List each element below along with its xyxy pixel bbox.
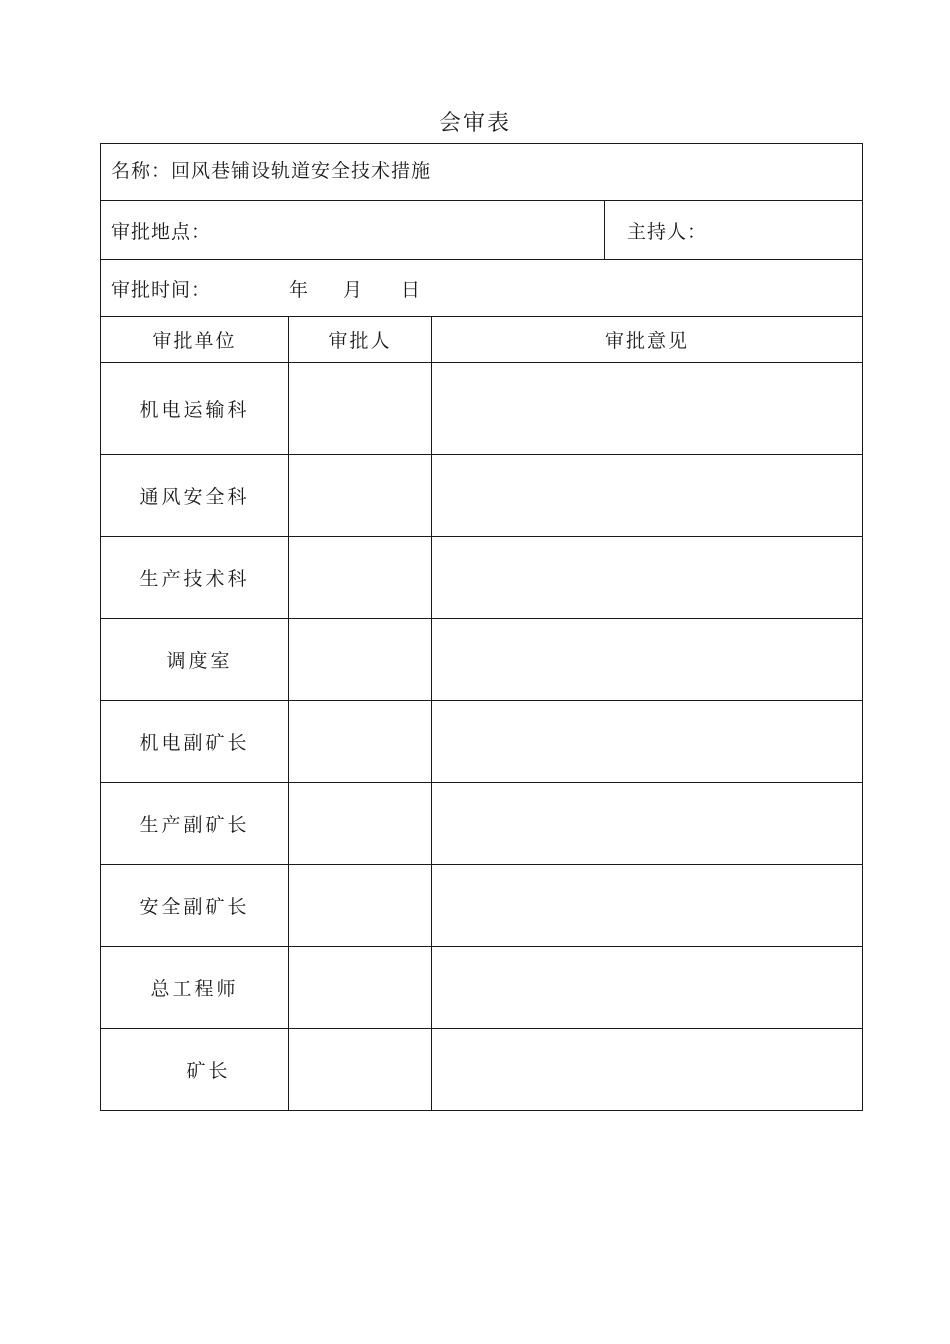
host-cell[interactable] [605,201,863,260]
host-label: 主持人： [627,220,708,243]
header-approver: 审批人 [289,317,432,363]
month-label: 月 [343,278,364,301]
header-unit: 审批单位 [101,317,289,363]
name-label: 名称： [111,160,172,182]
location-row [101,201,863,260]
time-cell[interactable] [101,260,863,317]
approver-cell[interactable] [289,1029,432,1111]
table-header-row [101,317,863,363]
unit-name: 矿长 [101,1029,289,1111]
opinion-cell[interactable] [432,619,863,701]
table-row [101,1029,863,1111]
unit-name: 生产技术科 [101,537,289,619]
name-cell [101,144,863,201]
unit-name: 生产副矿长 [101,783,289,865]
page-title: 会审表 [438,111,511,136]
unit-name: 总工程师 [101,947,289,1029]
opinion-cell[interactable] [432,701,863,783]
table-row [101,537,863,619]
day-label: 日 [401,278,422,301]
opinion-cell[interactable] [432,865,863,947]
table-row [101,947,863,1029]
location-label: 审批地点： [111,220,212,243]
unit-name: 安全副矿长 [101,865,289,947]
table-row [101,455,863,537]
opinion-cell[interactable] [432,783,863,865]
table-row [101,363,863,455]
table-row [101,619,863,701]
approver-cell[interactable] [289,865,432,947]
approver-cell[interactable] [289,619,432,701]
unit-name: 通风安全科 [101,455,289,537]
unit-name: 机电副矿长 [101,701,289,783]
time-label: 审批时间： [111,278,212,301]
opinion-cell[interactable] [432,455,863,537]
unit-name: 调度室 [101,619,289,701]
location-cell[interactable] [101,201,605,260]
unit-name: 机电运输科 [101,363,289,455]
approver-cell[interactable] [289,701,432,783]
table-row [101,865,863,947]
approver-cell[interactable] [289,537,432,619]
review-form-table [100,143,863,1111]
opinion-cell[interactable] [432,363,863,455]
opinion-cell[interactable] [432,947,863,1029]
name-value: 回风巷铺设轨道安全技术措施 [171,160,432,182]
approver-cell[interactable] [289,363,432,455]
name-row [101,144,863,201]
approver-cell[interactable] [289,783,432,865]
opinion-cell[interactable] [432,1029,863,1111]
header-opinion: 审批意见 [432,317,863,363]
approver-cell[interactable] [289,947,432,1029]
approver-cell[interactable] [289,455,432,537]
opinion-cell[interactable] [432,537,863,619]
year-label: 年 [289,278,310,301]
table-row [101,701,863,783]
time-row [101,260,863,317]
table-row [101,783,863,865]
